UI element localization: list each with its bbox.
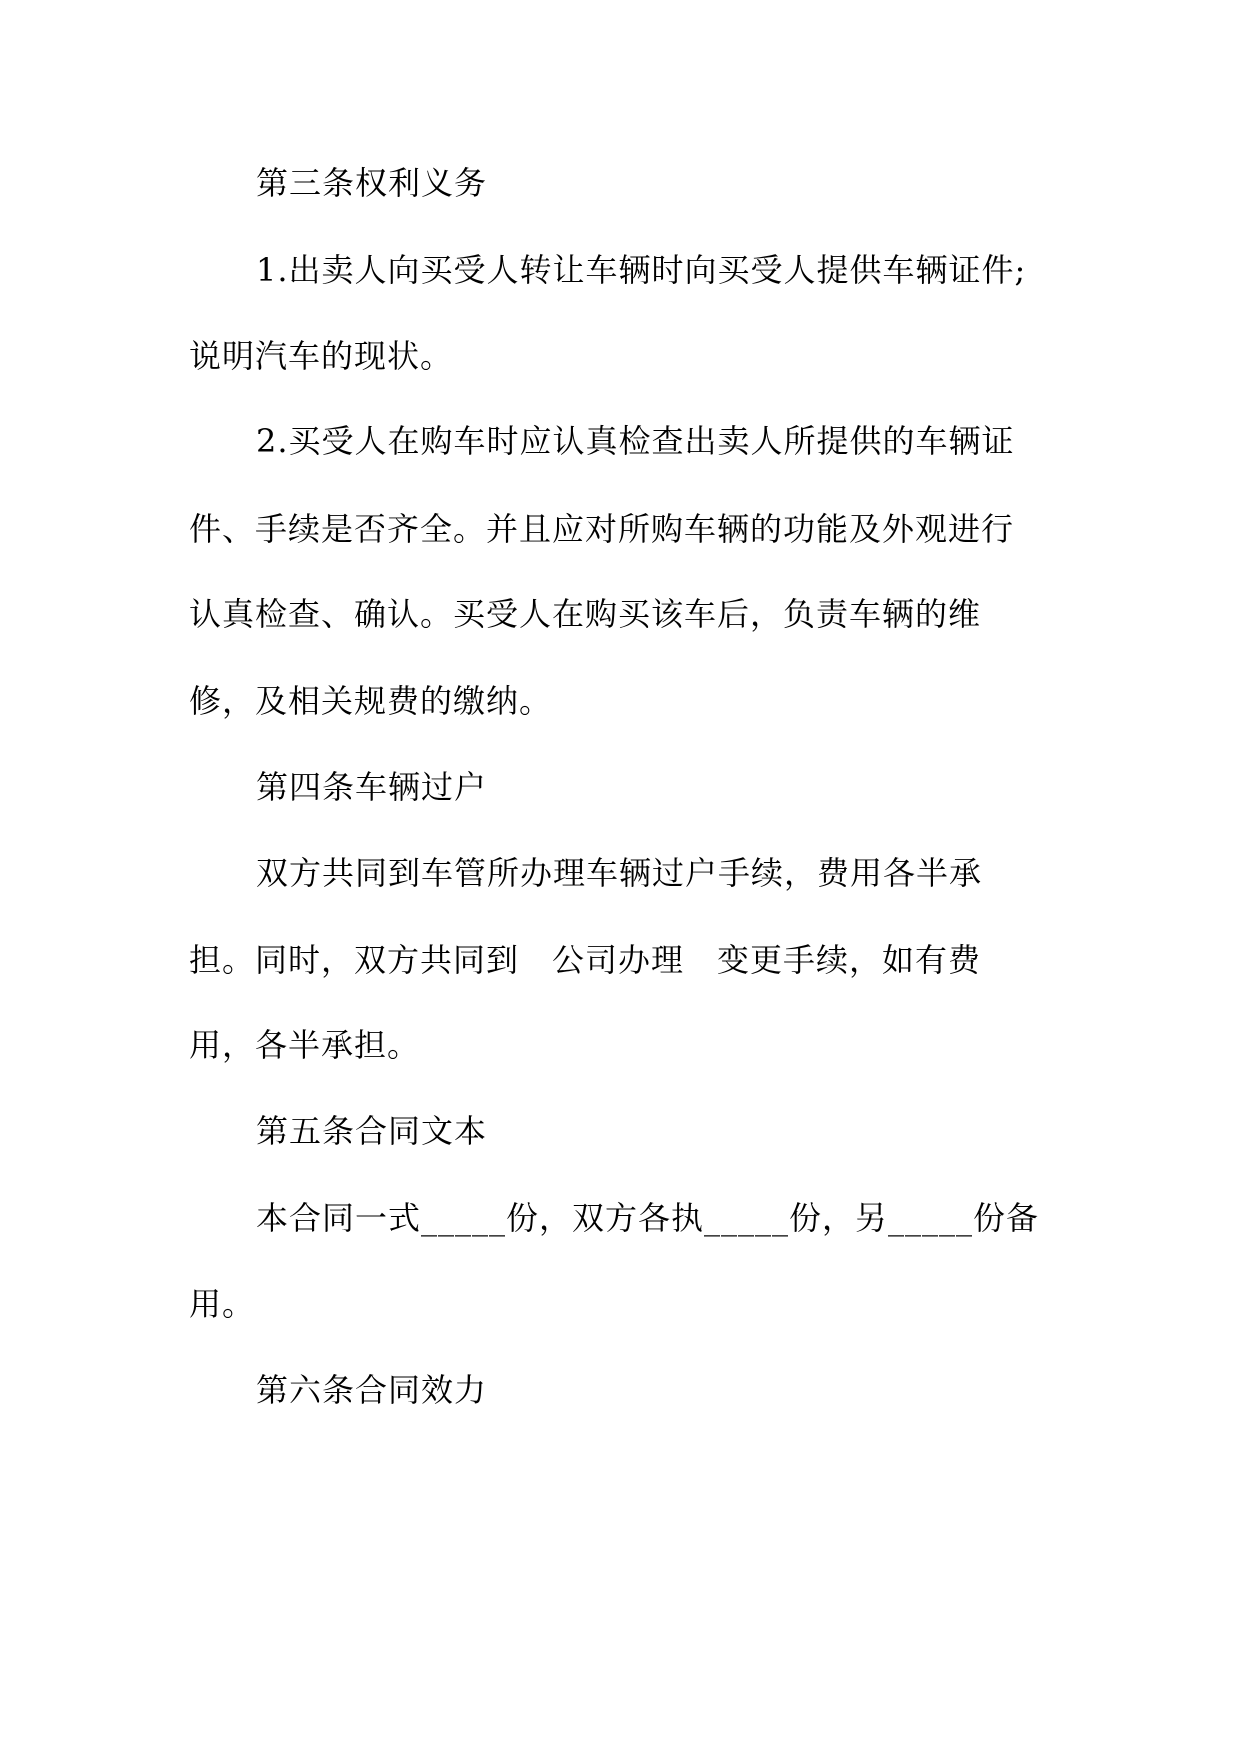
paragraph-line: 用，各半承担。	[189, 1026, 421, 1064]
paragraph-line: 修，及相关规费的缴纳。	[189, 682, 553, 720]
paragraph-line: 用。	[189, 1285, 256, 1323]
article-6-heading: 第六条合同效力	[256, 1371, 488, 1409]
paragraph-line: 2.买受人在购车时应认真检查出卖人所提供的车辆证	[256, 422, 1015, 460]
article-3-heading: 第三条权利义务	[256, 164, 488, 202]
paragraph-line: 1.出卖人向买受人转让车辆时向买受人提供车辆证件;	[256, 251, 1027, 289]
paragraph-line: 担。同时，双方共同到 公司办理 变更手续，如有费	[189, 941, 982, 979]
article-5-heading: 第五条合同文本	[256, 1112, 488, 1150]
article-4-heading: 第四条车辆过户	[256, 768, 488, 806]
paragraph-line: 说明汽车的现状。	[189, 337, 454, 375]
paragraph-line: 双方共同到车管所办理车辆过户手续，费用各半承	[256, 854, 983, 892]
paragraph-line: 认真检查、确认。买受人在购买该车后，负责车辆的维	[189, 595, 982, 633]
paragraph-line: 件、手续是否齐全。并且应对所购车辆的功能及外观进行	[189, 510, 1015, 548]
paragraph-line: 本合同一式_____份，双方各执_____份，另_____份备	[256, 1199, 1040, 1237]
